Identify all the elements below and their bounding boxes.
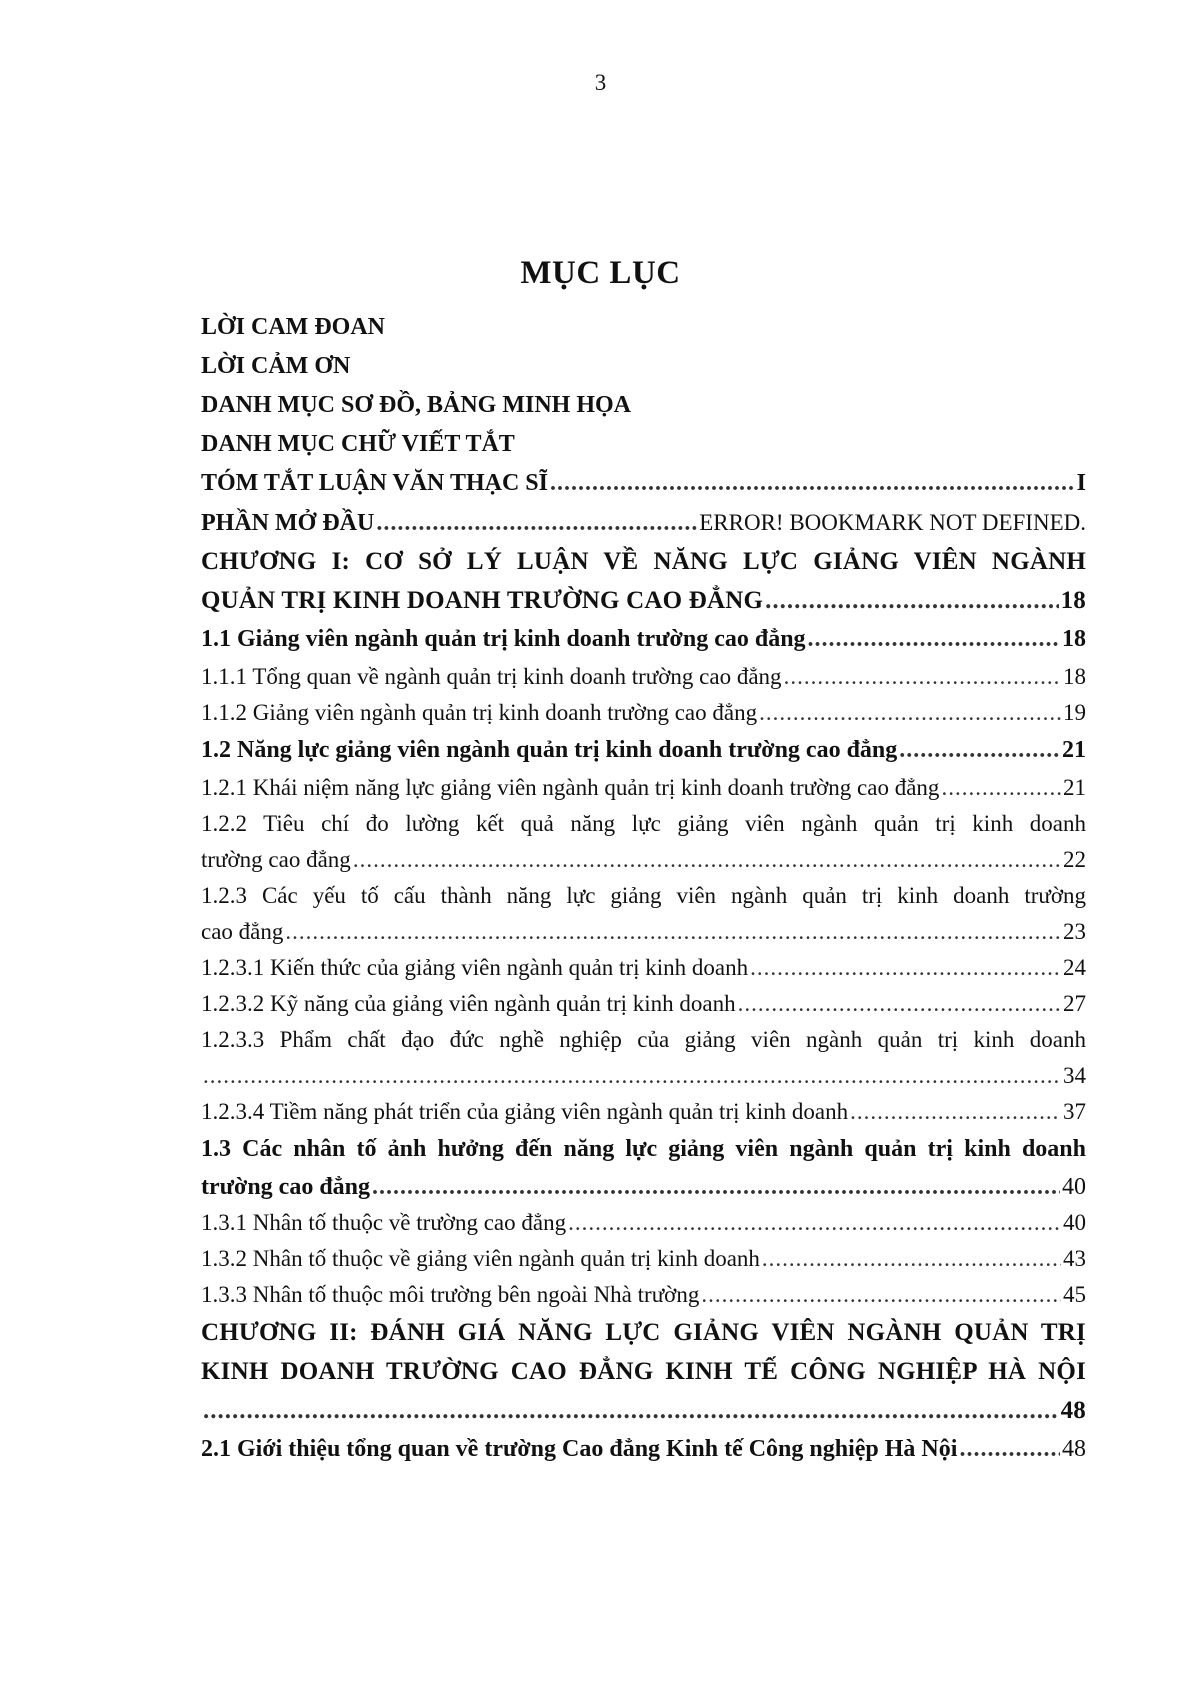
table-of-contents	[201, 308, 1086, 1469]
toc-entry[interactable]: 1.3.1 Nhân tố thuộc về trường cao đẳng ..... 40	[201, 1205, 1086, 1241]
page-number: 3	[594, 70, 607, 95]
toc-page: I	[1076, 470, 1086, 496]
dot-leader	[376, 504, 697, 542]
toc-entry[interactable]: LỜI CẢM ƠN	[201, 353, 351, 379]
dot-leader	[784, 659, 1061, 695]
toc-entry[interactable]: 1.3.3 Nhân tố thuộc môi trường bên ngoài Nhà trường ..... 45	[201, 1277, 1086, 1313]
toc-entry[interactable]: TÓM TẮT LUẬN VĂN THẠC SĨ ..... I	[201, 464, 1086, 503]
toc-entry-line2[interactable]: trường cao đẳng ..... 22	[201, 842, 1086, 878]
toc-entry-line2[interactable]: trường cao đẳng ..... 40	[201, 1169, 1086, 1205]
dot-leader	[959, 1430, 1060, 1469]
toc-page: 40	[1062, 1174, 1086, 1200]
toc-entry-line1[interactable]: 1.3 Các nhân tố ảnh hưởng đến năng lực giảng viên ngành quản trị kinh doanh	[201, 1136, 1086, 1162]
toc-page: 43	[1063, 1246, 1086, 1271]
toc-page: 19	[1063, 700, 1086, 725]
toc-entry[interactable]: 1.1.1 Tổng quan về ngành quản trị kinh doanh trường cao đẳng ..... 18	[201, 659, 1086, 695]
toc-title: MỤC LỤC	[520, 255, 681, 291]
dot-leader	[899, 731, 1060, 770]
toc-entry[interactable]: PHẦN MỞ ĐẦU ..... ERROR! BOOKMARK NOT DEFINED.	[201, 503, 1086, 542]
dot-leader	[941, 770, 1061, 806]
toc-entry-line2[interactable]: cao đẳng ..... 23	[201, 914, 1086, 950]
toc-page: 18	[1060, 587, 1086, 614]
toc-entry[interactable]: LỜI CAM ĐOAN	[201, 314, 385, 340]
toc-entry-chapter-1-line2[interactable]: QUẢN TRỊ KINH DOANH TRƯỜNG CAO ĐẲNG ..... 18	[201, 581, 1086, 620]
toc-entry-line2[interactable]	[201, 1058, 1086, 1094]
toc-entry-chapter-2-line2[interactable]: KINH DOANH TRƯỜNG CAO ĐẲNG KINH TẾ CÔNG NGHIỆP HÀ NỘI	[201, 1358, 1086, 1385]
dot-leader	[750, 950, 1061, 986]
dot-leader	[203, 1058, 1061, 1094]
toc-entry[interactable]: DANH MỤC CHỮ VIẾT TẮT	[201, 431, 515, 457]
toc-entry-chapter-1-line1[interactable]: CHƯƠNG I: CƠ SỞ LÝ LUẬN VỀ NĂNG LỰC GIẢNG VIÊN NGÀNH	[201, 548, 1086, 575]
toc-entry[interactable]: 1.1.2 Giảng viên ngành quản trị kinh doanh trường cao đẳng ..... 19	[201, 695, 1086, 731]
toc-entry[interactable]: 1.2.1 Khái niệm năng lực giảng viên ngành quản trị kinh doanh trường cao đẳng ..... 21	[201, 770, 1086, 806]
toc-page: 27	[1063, 991, 1086, 1016]
toc-page: 34	[1063, 1063, 1086, 1088]
toc-page-error: ERROR! BOOKMARK NOT DEFINED.	[699, 510, 1086, 535]
toc-entry[interactable]: DANH MỤC SƠ ĐỒ, BẢNG MINH HỌA	[201, 392, 631, 418]
toc-entry[interactable]: 1.1 Giảng viên ngành quản trị kinh doanh trường cao đẳng ..... 18	[201, 620, 1086, 659]
dot-leader	[568, 1205, 1061, 1241]
toc-entry[interactable]: 1.3.2 Nhân tố thuộc về giảng viên ngành quản trị kinh doanh ..... 43	[201, 1241, 1086, 1277]
toc-page: 48	[1062, 1436, 1086, 1462]
toc-page: 18	[1063, 664, 1086, 689]
toc-page: 24	[1063, 955, 1086, 980]
toc-entry[interactable]: 2.1 Giới thiệu tổng quan về trường Cao đẳng Kinh tế Công nghiệp Hà Nội ..... 48	[201, 1430, 1086, 1469]
toc-page: 21	[1063, 775, 1086, 800]
toc-page: 45	[1063, 1282, 1086, 1307]
toc-entry-line1[interactable]: 1.2.3.3 Phẩm chất đạo đức nghề nghiệp của giảng viên ngành quản trị kinh doanh	[201, 1027, 1086, 1052]
toc-entry-line1[interactable]: 1.2.3 Các yếu tố cấu thành năng lực giảng viên ngành quản trị kinh doanh trường	[201, 883, 1086, 908]
dot-leader	[203, 1391, 1059, 1430]
toc-page: 23	[1063, 919, 1086, 944]
toc-page: 37	[1063, 1099, 1086, 1124]
dot-leader	[701, 1277, 1061, 1313]
dot-leader	[372, 1169, 1060, 1205]
toc-entry-line1[interactable]: 1.2.2 Tiêu chí đo lường kết quả năng lực giảng viên ngành quản trị kinh doanh	[201, 811, 1086, 836]
toc-page: 21	[1062, 737, 1086, 763]
dot-leader	[759, 695, 1061, 731]
toc-entry[interactable]: 1.2.3.2 Kỹ năng của giảng viên ngành quản trị kinh doanh ..... 27	[201, 986, 1086, 1022]
toc-entry-chapter-2-line1[interactable]: CHƯƠNG II: ĐÁNH GIÁ NĂNG LỰC GIẢNG VIÊN NGÀNH QUẢN TRỊ	[201, 1319, 1086, 1346]
dot-leader	[850, 1094, 1061, 1130]
dot-leader	[285, 914, 1061, 950]
toc-entry[interactable]: 1.2.3.1 Kiến thức của giảng viên ngành quản trị kinh doanh ..... 24	[201, 950, 1086, 986]
toc-page: 48	[1060, 1397, 1086, 1424]
toc-page: 22	[1063, 847, 1086, 872]
dot-leader	[738, 986, 1061, 1022]
toc-entry[interactable]: 1.2.3.4 Tiềm năng phát triển của giảng viên ngành quản trị kinh doanh ..... 37	[201, 1094, 1086, 1130]
toc-page: 40	[1063, 1210, 1086, 1235]
toc-page: 18	[1062, 626, 1086, 652]
dot-leader	[808, 620, 1060, 659]
dot-leader	[765, 581, 1058, 620]
dot-leader	[353, 842, 1061, 878]
dot-leader	[762, 1241, 1061, 1277]
toc-entry-chapter-2-line3[interactable]	[201, 1391, 1086, 1430]
toc-entry[interactable]: 1.2 Năng lực giảng viên ngành quản trị kinh doanh trường cao đẳng ..... 21	[201, 731, 1086, 770]
dot-leader	[550, 464, 1075, 503]
